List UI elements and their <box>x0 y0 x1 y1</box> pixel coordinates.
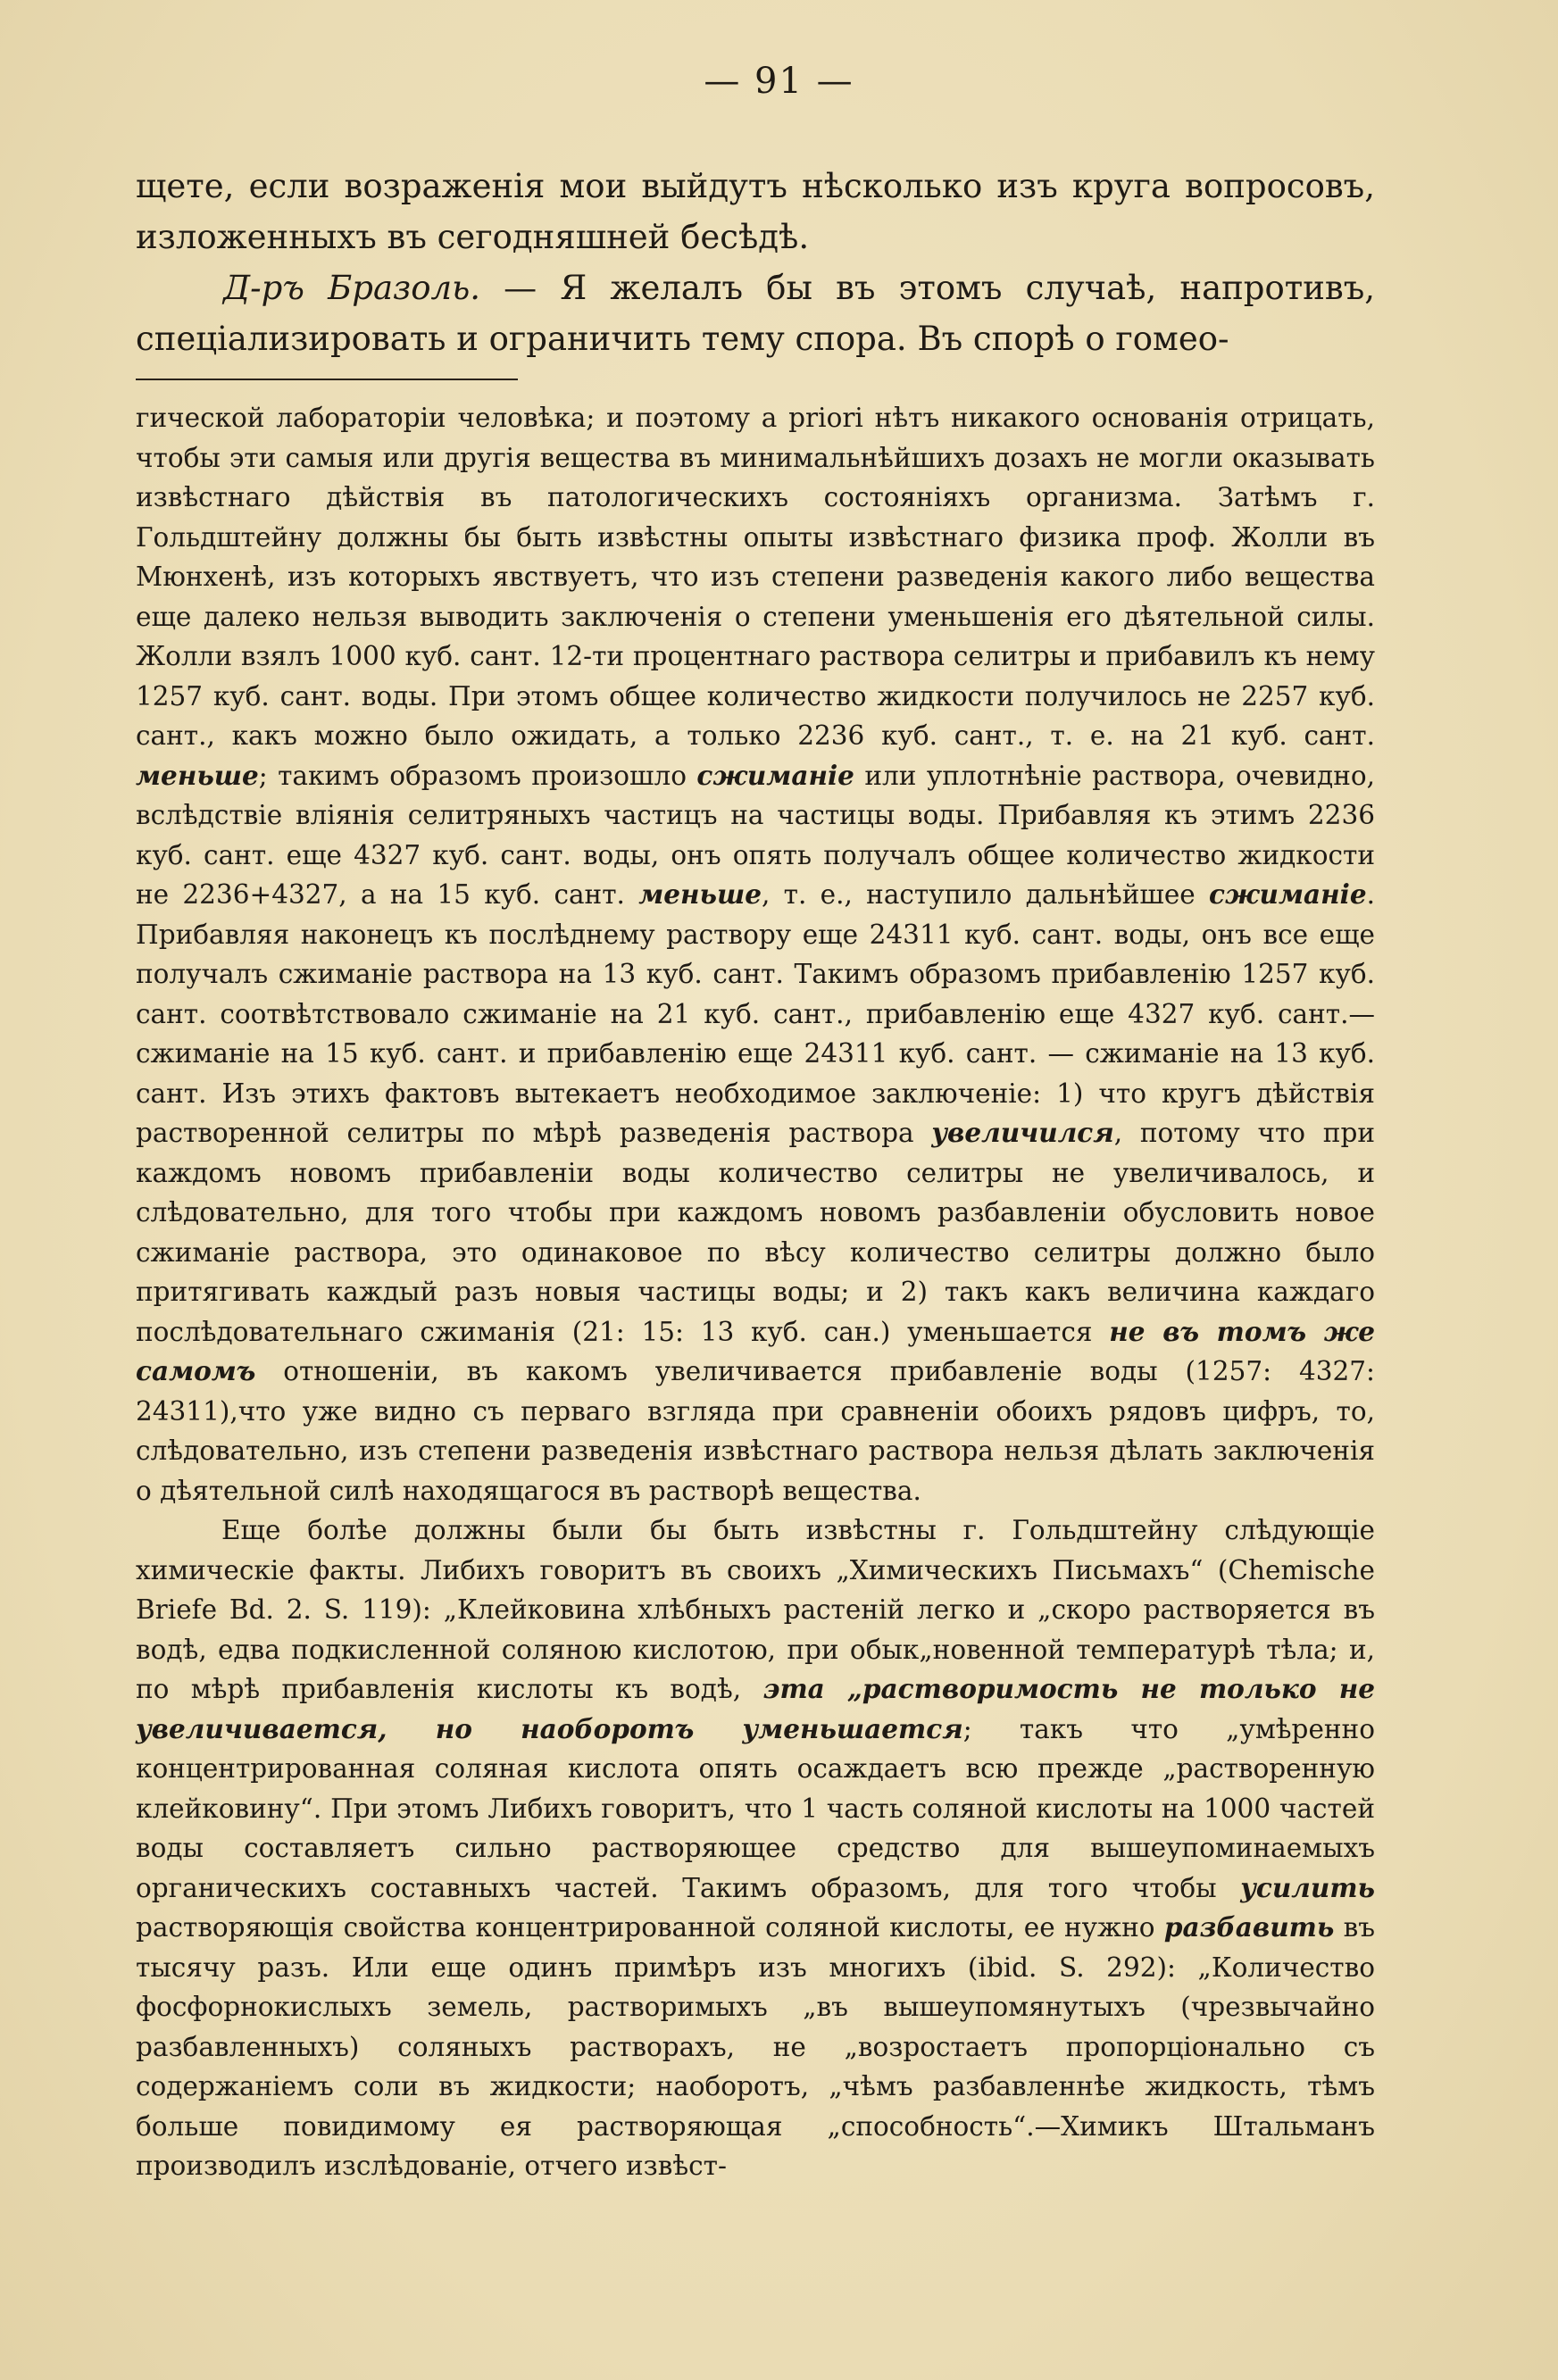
footnote-paragraph-1: гической лабораторіи человѣка; и поэтому а priori нѣтъ никакого основанія отрицать, чтобы эти самыя или другія вещества въ минимальнѣйшихъ дозахъ не могли оказывать извѣстнаго дѣйствія въ патологическихъ состояніяхъ организма. Затѣмъ г. Гольдштейну должны бы быть извѣстны опыты извѣстнаго физика проф. Жолли въ Мюнхенѣ, изъ которыхъ явствуетъ, что изъ степени разведенія какого либо вещества еще далеко нельзя выводить заключенія о степени уменьшенія его дѣятельной силы. Жолли взялъ 1000 куб. сант. 12-ти процентнаго раствора селитры и прибавилъ къ нему 1257 куб. сант. воды. При этомъ общее количество жидкости получилось не 2257 куб. сант., какъ можно было ожидать, а только 2236 куб. сант., т. е. на 21 куб. сант. меньше; такимъ образомъ произошло сжиманіе или уплотнѣніе раствора, очевидно, вслѣдствіе вліянія селитряныхъ частицъ на частицы воды. Прибавляя къ этимъ 2236 куб. сант. еще 4327 куб. сант. воды, онъ опять получалъ общее количество жидкости не 2236+4327, а на 15 куб. сант. меньше, т. е., наступило дальнѣйшее сжиманіе. Прибавляя наконецъ къ послѣднему раствору еще 24311 куб. сант. воды, онъ все еще получалъ сжиманіе раствора на 13 куб. сант. Такимъ образомъ прибавленію 1257 куб. сант. соотвѣтствовало сжиманіе на 21 куб. сант., прибавленію еще 4327 куб. сант.—сжиманіе на 15 куб. сант. и прибавленію еще 24311 куб. сант. — сжиманіе на 13 куб. сант. Изъ этихъ фактовъ вытекаетъ необходимое заключеніе: 1) что кругъ дѣйствія растворенной селитры по мѣрѣ разведенія раствора увеличился, потому что при каждомъ новомъ прибавленіи воды количество селитры не увеличивалось, и слѣдовательно, для того чтобы при каждомъ новомъ разбавленіи обусловить новое сжиманіе раствора, это одинаковое по вѣсу количество селитры должно было притягивать каждый разъ новыя частицы воды; и 2) такъ какъ величина каждаго послѣдовательнаго сжиманія (21: 15: 13 куб. сан.) уменьшается не въ томъ же самомъ отношеніи, въ какомъ увеличивается прибавленіе воды (1257: 4327: 24311),что уже видно съ перваго взгляда при сравненіи обоихъ рядовъ цифръ, то, слѣдовательно, изъ степени разведенія извѣстнаго раствора нельзя дѣлать заключенія о дѣятельной силѣ находящагося въ растворѣ вещества. <box>136 403 1376 1506</box>
page-number: — 91 — <box>704 61 854 102</box>
main-text <box>136 161 1375 364</box>
main-paragraph-continuation: щете, если возраженія мои выйдутъ нѣсколько изъ круга вопросовъ, изложенныхъ въ сегодняшней бесѣдѣ. <box>136 167 1375 256</box>
emphasis: не въ томъ же самомъ <box>136 1315 1376 1386</box>
emphasis: сжиманіе <box>696 759 854 791</box>
emphasis: меньше <box>638 878 762 910</box>
emphasis: меньше <box>136 759 259 791</box>
emphasis: усилить <box>1240 1871 1375 1903</box>
emphasis: сжиманіе <box>1209 878 1367 910</box>
main-paragraph-speech <box>136 262 1375 364</box>
footnote-paragraph-2: Еще болѣе должны были бы быть извѣстны г. Гольдштейну слѣдующіе химическіе факты. Либихъ говоритъ въ своихъ „Химическихъ Письмахъ“ (Chemische Briefe Bd. 2. S. 119): „Клейковина хлѣбныхъ растеній легко и „скоро растворяется въ водѣ, едва подкисленной соляною кислотою, при обык„новенной температурѣ тѣла; и, по мѣрѣ прибавленія кислоты къ водѣ, эта „растворимость не только не увеличивается, но наоборотъ уменьшается; такъ что „умѣренно концентрированная соляная кислота опять осаждаетъ всю прежде „растворенную клейковину“. При этомъ Либихъ говоритъ, что 1 часть соляной кислоты на 1000 частей воды составляетъ сильно растворяющее средство для вышеупоминаемыхъ органическихъ составныхъ частей. Такимъ образомъ, для того чтобы усилить растворяющія свойства концентрированной соляной кислоты, ее нужно разбавить въ тысячу разъ. Или еще одинъ примѣръ изъ многихъ (ibid. S. 292): „Количество фосфорнокислыхъ земель, растворимыхъ „въ вышеупомянутыхъ (чрезвычайно разбавленныхъ) соляныхъ растворахъ, не „возростаетъ пропорціонально съ содержаніемъ соли въ жидкости; наоборотъ, „чѣмъ разбавленнѣе жидкость, тѣмъ больше повидимому ея растворяющая „способность“.—Химикъ Штальманъ производилъ изслѣдованіе, отчего извѣст- <box>136 1515 1375 2181</box>
speaker-name: Д-ръ Бразоль. <box>223 269 480 307</box>
footnote-divider <box>136 379 518 380</box>
footnote <box>136 398 1375 2186</box>
emphasis: эта „растворимость не только не увеличивается, но наоборотъ уменьшается <box>136 1673 1375 1744</box>
speech-text: — Я желалъ бы въ этомъ случаѣ, напротивъ, спеціализировать и ограничить тему спора. Въ спорѣ о гомео- <box>136 269 1376 358</box>
emphasis: разбавить <box>1163 1911 1335 1943</box>
emphasis: увеличился <box>931 1117 1114 1148</box>
